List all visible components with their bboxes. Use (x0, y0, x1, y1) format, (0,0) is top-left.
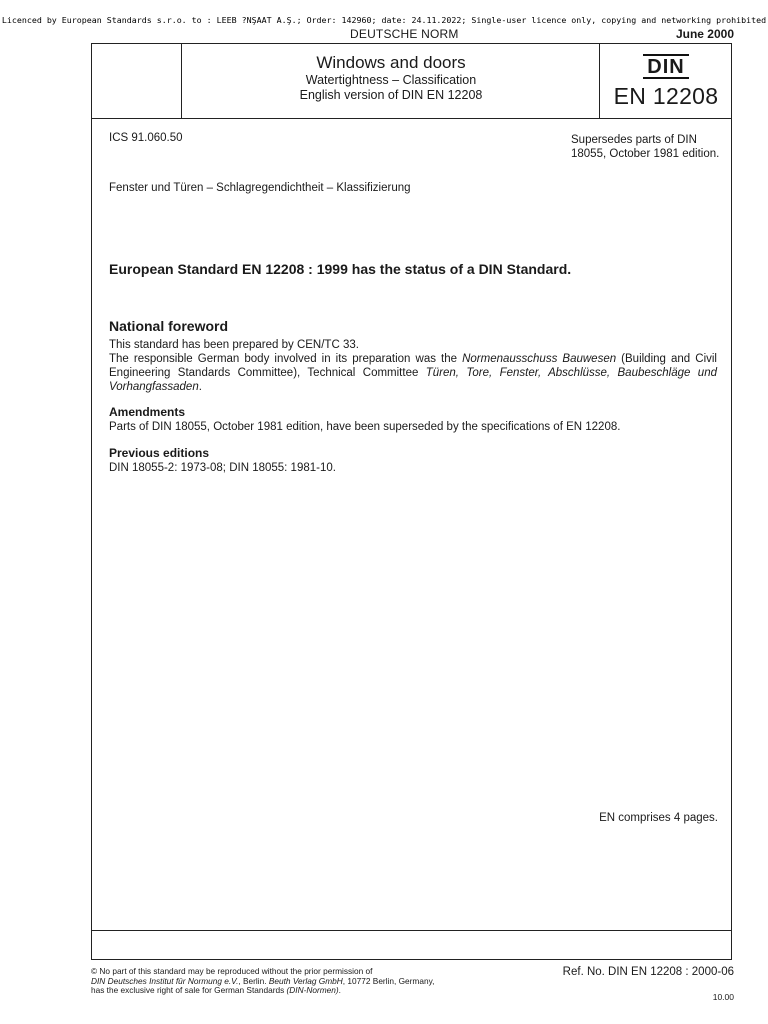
publisher-name: Beuth Verlag GmbH (268, 975, 343, 986)
document-title: Windows and doors (316, 53, 466, 72)
english-version-note: English version of DIN EN 12208 (299, 88, 483, 102)
amendments-heading: Amendments (109, 405, 186, 419)
text-span: , Berlin. (238, 975, 269, 986)
supersedes-note: Supersedes parts of DIN 18055, October 1981 edition. (571, 134, 720, 160)
din-logo: DIN (643, 54, 688, 79)
document-subtitle: Watertightness – Classification (305, 73, 477, 87)
foreword-body (109, 338, 717, 394)
text-span: has the exclusive right of sale for German Standards (91, 985, 287, 995)
reference-number: Ref. No. DIN EN 12208 : 2000-06 (562, 966, 734, 978)
title-block (182, 44, 600, 103)
standard-number: EN 12208 (613, 83, 719, 109)
din-block (600, 44, 732, 110)
committee-name: Normenausschuss Bauwesen (462, 353, 617, 365)
status-statement: European Standard EN 12208 : 1999 has the status of a DIN Standard. (109, 261, 572, 277)
copyright-line-3 (91, 986, 511, 996)
din-normen: (DIN-Normen) (286, 985, 339, 995)
ics-code: ICS 91.060.50 (109, 132, 183, 144)
header-divider (91, 118, 732, 119)
page-count-note: EN comprises 4 pages. (599, 812, 718, 824)
german-title: Fenster und Türen – Schlagregendichtheit – Klassifizierung (109, 182, 411, 194)
org-name: DIN Deutsches Institut für Normung e.V. (91, 975, 239, 986)
technical-committee-name: Türen, Tore, Fenster, Abschlüsse, Baubeschläge und Vorhangfassaden (109, 367, 717, 393)
text-span: , 10772 Berlin, Germany, (342, 975, 435, 986)
text-span: . (338, 985, 341, 995)
foreword-line-2 (109, 352, 717, 394)
amendments-text: Parts of DIN 18055, October 1981 edition, have been superseded by the specifications of EN 12208. (109, 421, 621, 433)
issue-date: June 2000 (675, 27, 734, 41)
foreword-heading: National foreword (109, 318, 229, 334)
print-code: 10.00 (712, 992, 734, 1002)
copyright-notice (91, 967, 511, 996)
licence-notice: Licenced by European Standards s.r.o. to : LEEB ?NŞAAT A.Ş.; Order: 142960; date: 24.11.2022; Single-user licence only, copying and networking prohibited (1, 15, 767, 25)
copyright-line-1: © No part of this standard may be reproduced without the prior permission of (91, 966, 373, 976)
foreword-line-1: This standard has been prepared by CEN/TC 33. (109, 339, 359, 351)
text-span: The responsible German body involved in its preparation was the (109, 353, 463, 365)
previous-editions-text: DIN 18055-2: 1973-08; DIN 18055: 1981-10. (109, 462, 336, 474)
text-span: (Building and Civil Engineering Standards Committee), Technical Committee (109, 353, 717, 379)
footer-divider (91, 930, 732, 931)
previous-editions-heading: Previous editions (109, 446, 210, 460)
text-span: . (198, 381, 202, 393)
norm-label: DEUTSCHE NORM (350, 27, 459, 41)
